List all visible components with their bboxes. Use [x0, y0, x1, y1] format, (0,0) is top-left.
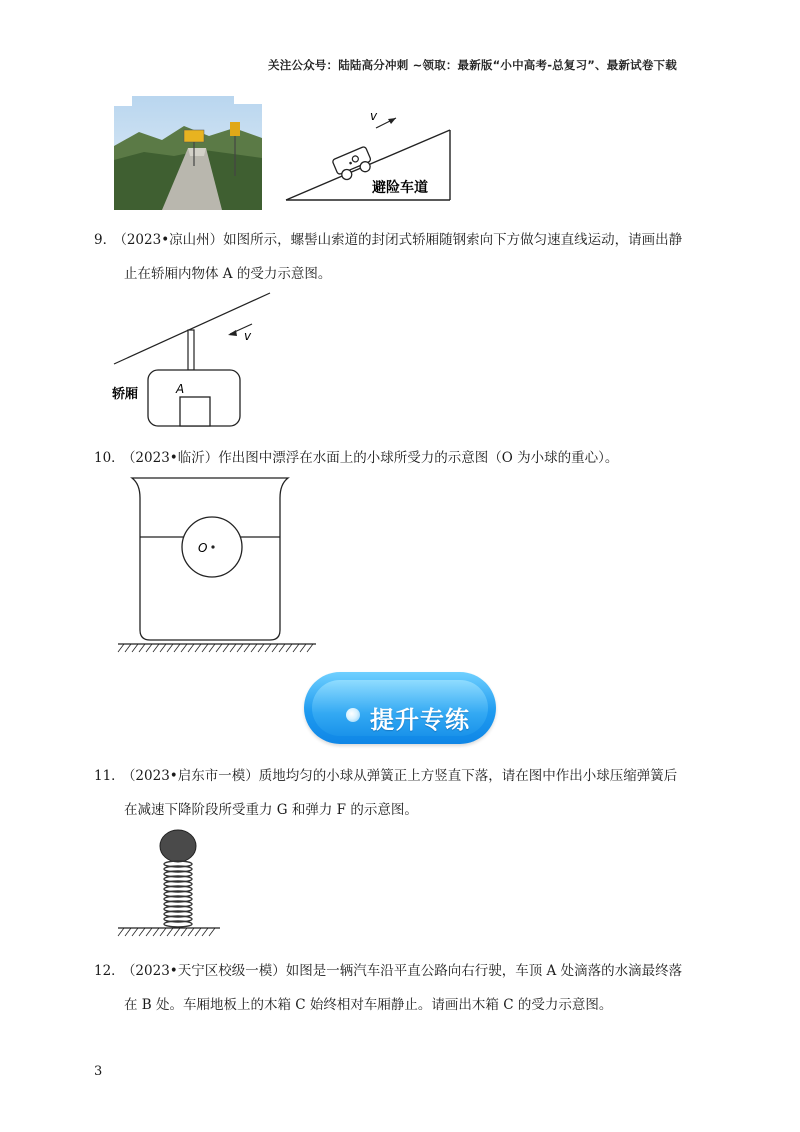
beaker-figure	[114, 474, 320, 660]
question-number: 12．	[94, 963, 125, 979]
spring-ball-figure	[114, 826, 224, 940]
object-a-box	[180, 397, 210, 426]
question-text-cont: 止在轿厢内物体 A 的受力示意图。	[124, 266, 332, 282]
object-a-label: A	[176, 382, 185, 396]
question-text: （2023•天宁区校级一模）如图是一辆汽车沿平直公路向右行驶，车顶 A 处滴落的水滴最终落	[128, 963, 683, 979]
center-label: O	[198, 541, 208, 555]
ramp-label: 避险车道	[372, 180, 428, 196]
cabin-label: 轿厢	[112, 387, 139, 402]
ball	[160, 830, 196, 862]
section-banner-inner	[312, 680, 488, 736]
ground-hatching	[118, 928, 215, 936]
question-11	[94, 759, 677, 827]
section-banner-label: 提升专练	[370, 706, 470, 734]
question-text: （2023•启东市一模）质地均匀的小球从弹簧正上方竖直下落，请在图中作出小球压缩弹簧后	[128, 768, 678, 784]
hanger-rod	[188, 330, 194, 370]
road-photo	[114, 96, 262, 210]
center-dot	[211, 545, 214, 548]
question-10	[94, 441, 618, 475]
bullet-dot-icon	[346, 708, 360, 722]
question-number: 10．	[94, 450, 125, 466]
question-text: （2023•临沂）作出图中漂浮在水面上的小球所受力的示意图（O 为小球的重心）。	[128, 450, 619, 466]
question-text-cont: 在 B 处。车厢地板上的木箱 C 始终相对车厢静止。请画出木箱 C 的受力示意图。	[124, 997, 613, 1013]
ground-hatching	[118, 644, 313, 652]
page-header: 关注公众号：陆陆高分冲刺 ~领取：最新版“小中高考-总复习”、最新试卷下载	[268, 58, 677, 72]
truck-icon	[332, 146, 375, 182]
cable-car-figure	[110, 290, 282, 432]
spring-coils	[164, 861, 192, 927]
question-12	[94, 954, 682, 1022]
question-number: 9．	[94, 232, 117, 248]
velocity-label: v	[244, 329, 252, 343]
question-text-cont: 在减速下降阶段所受重力 G 和弹力 F 的示意图。	[124, 802, 418, 818]
escape-ramp-figure	[284, 100, 456, 204]
page-number: 3	[94, 1064, 103, 1079]
question-text: （2023•凉山州）如图所示，螺髻山索道的封闭式轿厢随钢索向下方做匀速直线运动，请画出静	[120, 232, 683, 248]
question-9	[94, 223, 682, 291]
section-banner-button[interactable]	[304, 672, 496, 744]
velocity-label: v	[370, 109, 378, 123]
question-number: 11．	[94, 768, 125, 784]
